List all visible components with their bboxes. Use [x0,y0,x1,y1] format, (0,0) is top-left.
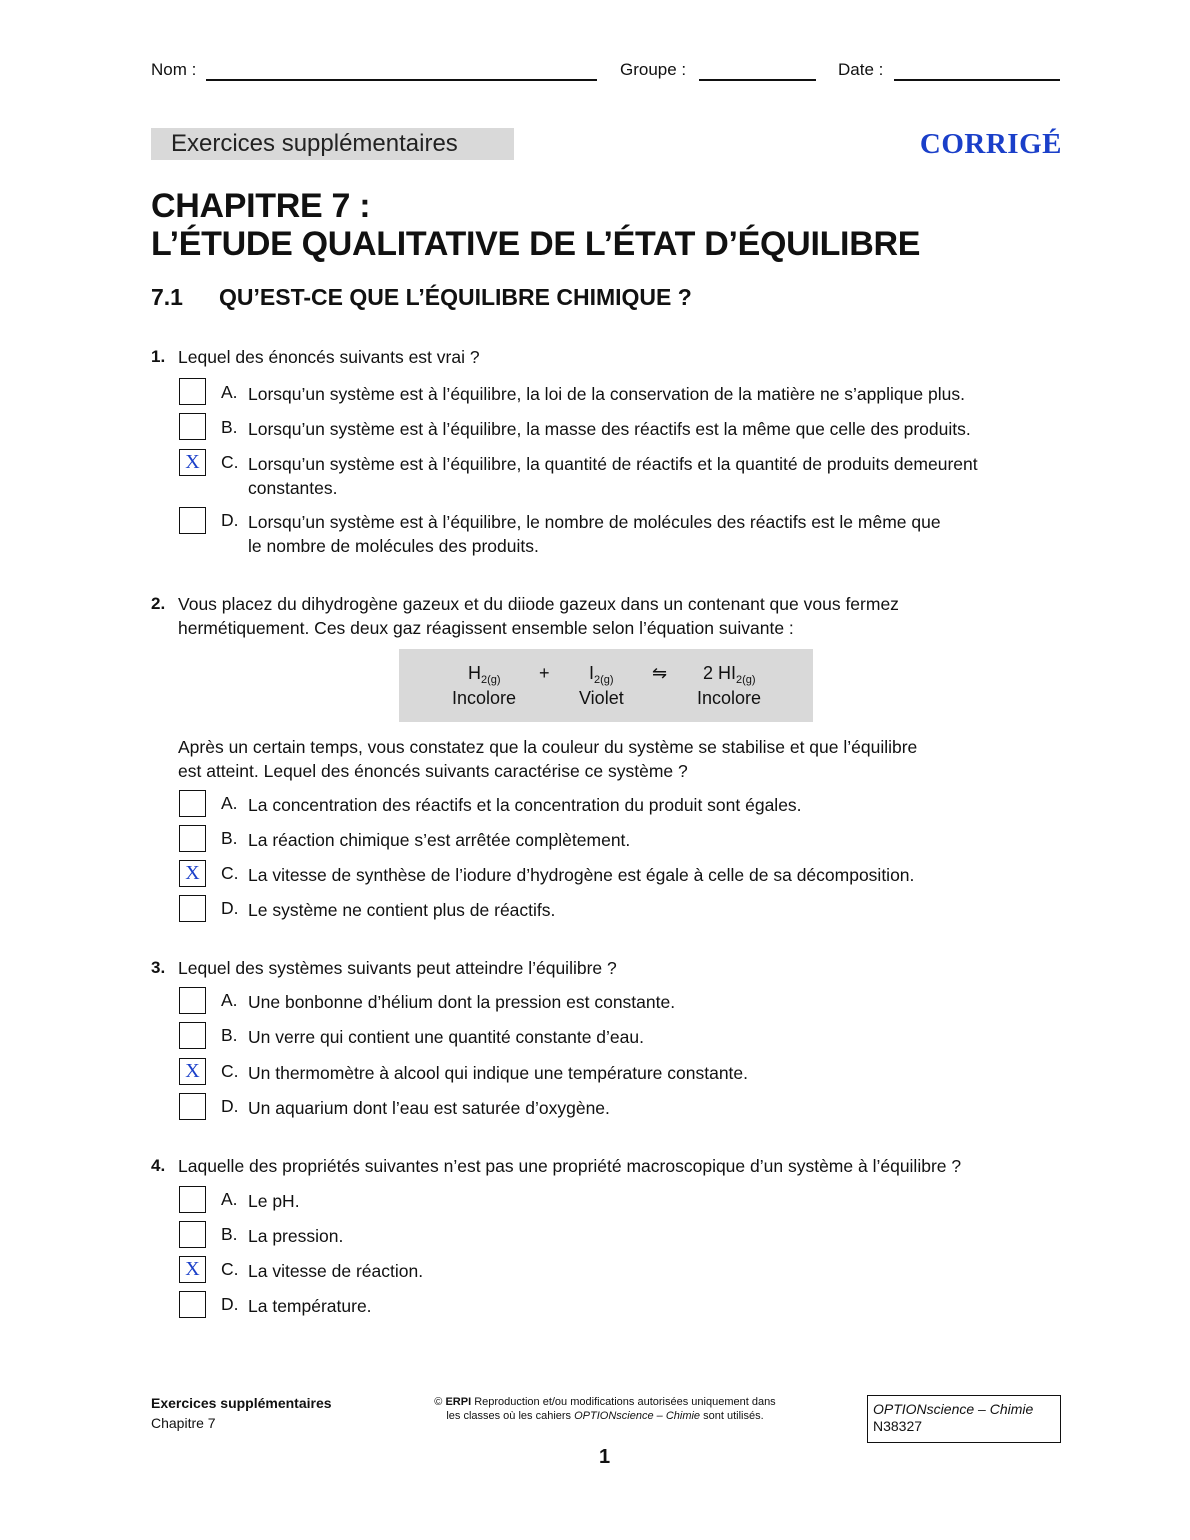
q4-option-b-text: La pression. [248,1226,344,1246]
q1-option-c-letter: C. [221,452,239,472]
q1-option-b-letter: B. [221,417,238,437]
equation-i2-color: Violet [579,688,624,708]
q2-option-d-letter: D. [221,898,239,918]
q1-option-b-text: Lorsqu’un système est à l’équilibre, la masse des réactifs est la même que celle des produits. [248,419,971,439]
q4-option-d-checkbox[interactable] [179,1291,206,1318]
q1-option-d-checkbox[interactable] [179,507,206,534]
q3-option-b-letter: B. [221,1025,238,1045]
q3-option-b-checkbox[interactable] [179,1022,206,1049]
q4-option-a-text: Le pH. [248,1191,300,1211]
footer-product-code: N38327 [873,1418,923,1434]
q2-option-c-checkbox[interactable]: X [179,860,206,887]
corrige-label: CORRIGÉ [919,128,1062,160]
footer-product-name: OPTIONscience – Chimie [873,1401,1034,1417]
date-field[interactable] [894,79,1060,81]
question-3-text: Lequel des systèmes suivants peut atteindre l’équilibre ? [178,958,617,978]
q2-option-c-text: La vitesse de synthèse de l’iodure d’hydrogène est égale à celle de sa décomposition. [248,865,915,885]
q3-option-d-letter: D. [221,1096,239,1116]
q4-option-b-checkbox[interactable] [179,1221,206,1248]
question-2-followup: Après un certain temps, vous constatez que la couleur du système se stabilise et que l’équilibre [178,737,918,757]
q2-option-a-text: La concentration des réactifs et la concentration du produit sont égales. [248,795,802,815]
q4-option-b-letter: B. [221,1224,238,1244]
q1-option-b-checkbox[interactable] [179,413,206,440]
q1-option-a-checkbox[interactable] [179,378,206,405]
q2-option-b-letter: B. [221,828,238,848]
chapter-title-line1: CHAPITRE 7 : [151,187,371,225]
q4-option-a-checkbox[interactable] [179,1186,206,1213]
q1-option-a-letter: A. [221,382,238,402]
q1-option-a-text: Lorsqu’un système est à l’équilibre, la loi de la conservation de la matière ne s’applique plus. [248,384,965,404]
footer-chapter: Chapitre 7 [151,1415,216,1431]
q1-option-d-text-cont: le nombre de molécules des produits. [248,536,539,556]
q4-option-d-letter: D. [221,1294,239,1314]
q2-option-b-checkbox[interactable] [179,825,206,852]
q4-option-c-text: La vitesse de réaction. [248,1261,424,1281]
q2-option-a-letter: A. [221,793,238,813]
q3-option-d-checkbox[interactable] [179,1093,206,1120]
section-label [151,128,514,160]
q1-option-d-letter: D. [221,510,239,530]
q4-option-c-checkbox[interactable]: X [179,1256,206,1283]
question-2-text-cont: hermétiquement. Ces deux gaz réagissent ensemble selon l’équation suivante : [178,618,794,638]
subsection-number: 7.1 [151,284,183,310]
q4-option-a-letter: A. [221,1189,238,1209]
q1-option-c-text-cont: constantes. [248,478,338,498]
equation-i2: $I_{2(g)}$ [589,663,614,686]
q2-option-a-checkbox[interactable] [179,790,206,817]
question-4-text: Laquelle des propriétés suivantes n’est pas une propriété macroscopique d’un système à l’équilibre ? [178,1156,962,1176]
footer-copyright-line1: © ERPI Reproduction et/ou modifications autorisées uniquement dans [434,1396,776,1408]
footer-copyright [410,1395,800,1423]
q1-option-d-text: Lorsqu’un système est à l’équilibre, le nombre de molécules des réactifs est le même que [248,512,941,532]
chapter-title-line2: L’ÉTUDE QUALITATIVE DE L’ÉTAT D’ÉQUILIBRE [151,225,921,263]
equation-h2: $H_{2(g)}$ [468,663,501,686]
question-2-number: 2. [151,594,166,613]
equation-h2-color: Incolore [452,688,517,708]
q4-option-c-letter: C. [221,1259,239,1279]
question-1-number: 1. [151,347,166,366]
q3-option-a-text: Une bonbonne d’hélium dont la pression est constante. [248,992,676,1012]
question-4-number: 4. [151,1156,166,1175]
equation-arrow: ⇋ [652,663,668,683]
question-3-number: 3. [151,958,166,977]
q1-option-c-text: Lorsqu’un système est à l’équilibre, la quantité de réactifs et la quantité de produits demeurent [248,454,978,474]
nom-field[interactable] [206,79,597,81]
q2-option-c-letter: C. [221,863,239,883]
footer-product-box [867,1395,1061,1443]
footer-copyright-line2: les classes où les cahiers OPTIONscience – Chimie sont utilisés. [446,1410,764,1422]
equation-box [399,649,813,722]
footer-title: Exercices supplémentaires [151,1395,332,1411]
q3-option-d-text: Un aquarium dont l’eau est saturée d’oxygène. [248,1098,610,1118]
q3-option-c-checkbox[interactable]: X [179,1058,206,1085]
question-2-text: Vous placez du dihydrogène gazeux et du diiode gazeux dans un contenant que vous fermez [178,594,899,614]
q2-option-b-text: La réaction chimique s’est arrêtée complètement. [248,830,631,850]
page-number: 1 [599,1446,611,1468]
nom-label: Nom : [151,60,197,79]
groupe-label: Groupe : [620,60,687,79]
q3-option-c-letter: C. [221,1061,239,1081]
equation-hi: 2 $HI_{2(g)}$ [703,663,756,686]
date-label: Date : [838,60,884,79]
q2-option-d-checkbox[interactable] [179,895,206,922]
q2-option-d-text: Le système ne contient plus de réactifs. [248,900,556,920]
question-2-followup-cont: est atteint. Lequel des énoncés suivants caractérise ce système ? [178,761,688,781]
equation-plus: + [539,663,550,683]
section-label-text: Exercices supplémentaires [171,130,458,157]
q3-option-a-letter: A. [221,990,238,1010]
q1-option-c-checkbox[interactable]: X [179,449,206,476]
q3-option-c-text: Un thermomètre à alcool qui indique une température constante. [248,1063,749,1083]
equation-hi-color: Incolore [697,688,762,708]
q3-option-a-checkbox[interactable] [179,987,206,1014]
groupe-field[interactable] [699,79,816,81]
q4-option-d-text: La température. [248,1296,372,1316]
q3-option-b-text: Un verre qui contient une quantité constante d’eau. [248,1027,644,1047]
question-1-text: Lequel des énoncés suivants est vrai ? [178,347,480,367]
subsection-title: QU’EST-CE QUE L’ÉQUILIBRE CHIMIQUE ? [219,284,692,310]
